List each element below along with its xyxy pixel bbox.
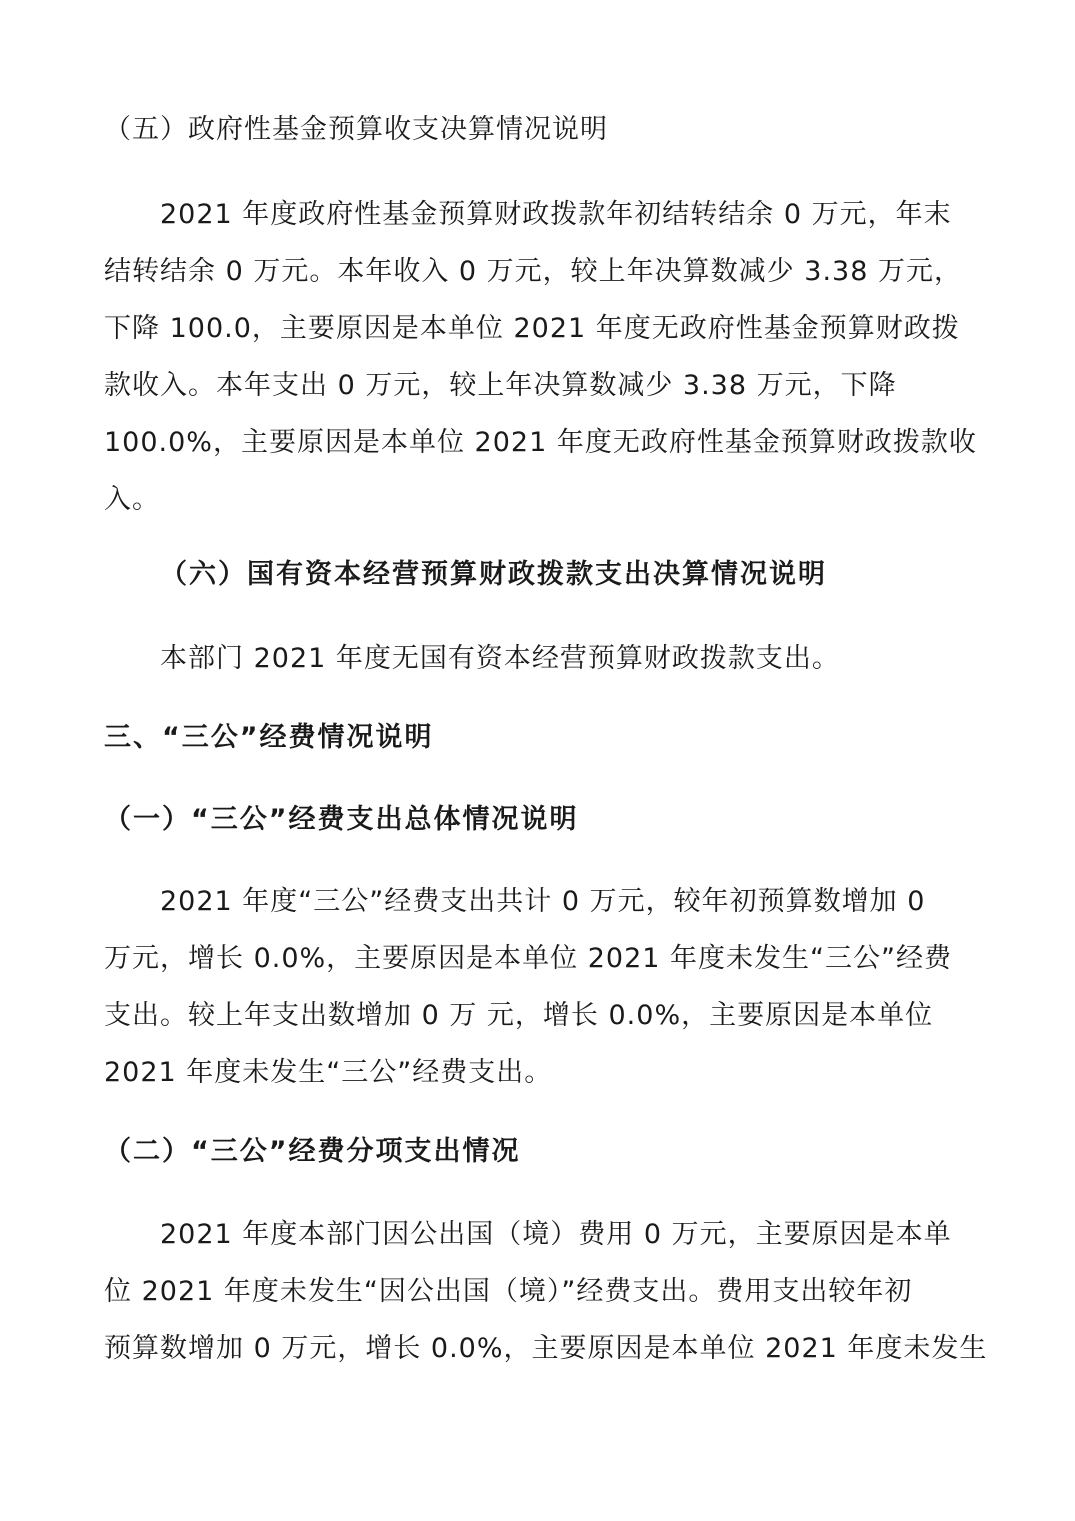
paragraph-government-fund xyxy=(104,186,977,528)
paragraph-line: 100.0%，主要原因是本单位 2021 年度无政府性基金预算财政拨款收 xyxy=(104,427,977,458)
paragraph-line: 预算数增加 0 万元，增长 0.0%，主要原因是本单位 2021 年度未发生 xyxy=(104,1333,988,1364)
paragraph-line: 万元，增长 0.0%，主要原因是本单位 2021 年度未发生“三公”经费 xyxy=(104,943,953,974)
paragraph-line: 2021 年度政府性基金预算财政拨款年初结转结余 0 万元，年末 xyxy=(160,199,952,230)
paragraph-overall xyxy=(104,873,962,1101)
subsection-heading-overall xyxy=(104,800,962,840)
paragraph-line: 2021 年度未发生“三公”经费支出。 xyxy=(104,1057,553,1088)
paragraph-line: 2021 年度“三公”经费支出共计 0 万元，较年初预算数增加 0 xyxy=(160,886,926,917)
heading-text: 三、“三公”经费情况说明 xyxy=(104,722,434,753)
subsection-heading-itemized xyxy=(104,1132,962,1172)
heading-text: （六）国有资本经营预算财政拨款支出决算情况说明 xyxy=(160,559,827,590)
paragraph-itemized xyxy=(104,1206,988,1377)
paragraph-line: 款收入。本年支出 0 万元，较上年决算数减少 3.38 万元，下降 xyxy=(104,370,897,401)
paragraph-line: 本部门 2021 年度无国有资本经营预算财政拨款支出。 xyxy=(160,643,840,674)
paragraph-line: 2021 年度本部门因公出国（境）费用 0 万元，主要原因是本单 xyxy=(160,1219,952,1250)
section-heading-three-public xyxy=(104,718,962,758)
heading-text: （五）政府性基金预算收支决算情况说明 xyxy=(104,114,608,145)
paragraph-state-capital xyxy=(104,630,962,687)
heading-text: （一）“三公”经费支出总体情况说明 xyxy=(104,804,579,835)
section-heading-state-capital xyxy=(104,555,1018,595)
paragraph-line: 入。 xyxy=(104,484,160,515)
paragraph-line: 支出。较上年支出数增加 0 万 元，增长 0.0%，主要原因是本单位 xyxy=(104,1000,934,1031)
heading-text: （二）“三公”经费分项支出情况 xyxy=(104,1136,521,1167)
paragraph-line: 位 2021 年度未发生“因公出国（境）”经费支出。费用支出较年初 xyxy=(104,1276,913,1307)
paragraph-line: 结转结余 0 万元。本年收入 0 万元，较上年决算数减少 3.38 万元， xyxy=(104,256,962,287)
paragraph-line: 下降 100.0，主要原因是本单位 2021 年度无政府性基金预算财政拨 xyxy=(104,313,960,344)
section-heading-government-fund xyxy=(104,110,962,150)
